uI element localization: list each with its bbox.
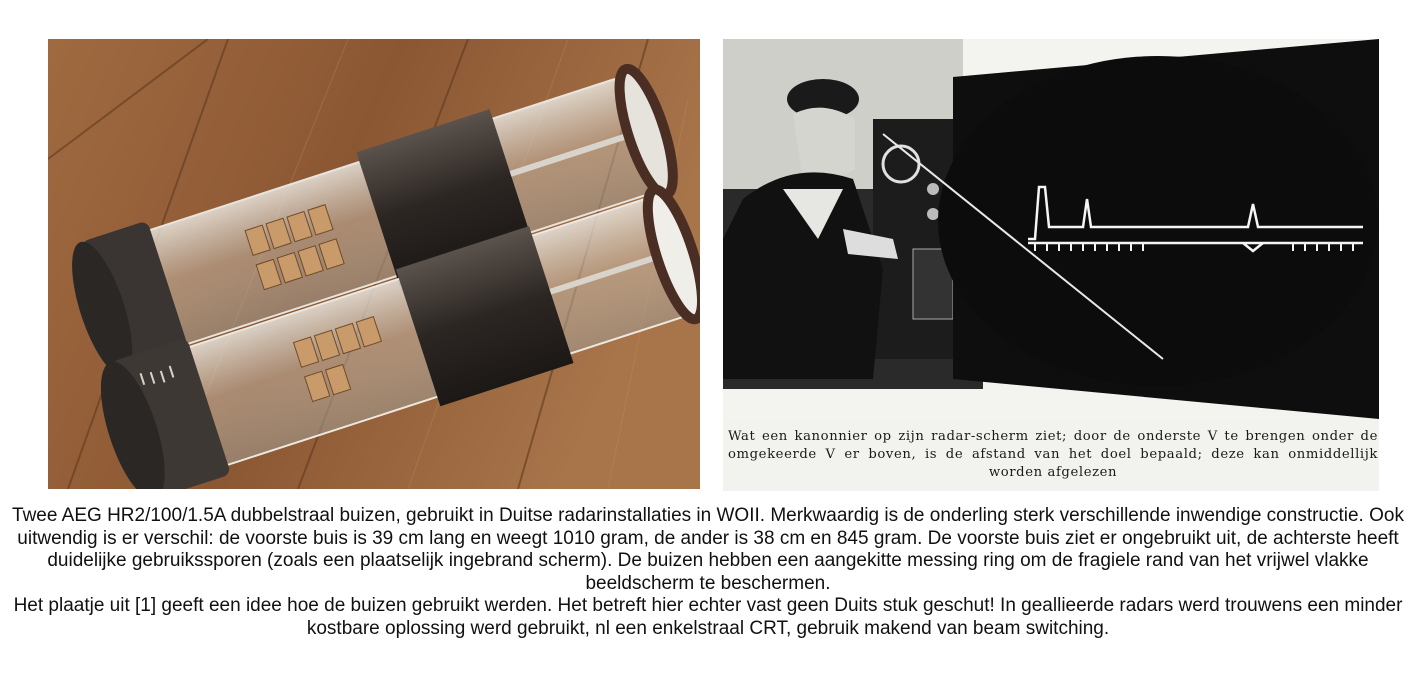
tubes-photo-icon: [48, 39, 700, 489]
scan-caption: Wat een kanonnier op zijn radar-scherm ziet; door de onderste V te brengen onder de omgekeerde V er boven, is de afstand van het doel bepaald; deze kan onmiddellijk worden afgelezen: [728, 429, 1378, 480]
radar-operator-scan: [723, 39, 1379, 491]
vacuum-tubes-photo: [48, 39, 700, 489]
radar-scene-icon: [723, 39, 1379, 419]
caption-paragraph-2: Het plaatje uit [1] geeft een idee hoe de buizen gebruikt werden. Het betreft hier echter vast geen Duits stuk geschut! In geallieerde radars werd trouwens een minder kostbare oplossing werd gebruikt, nl een enkelstraal CRT, gebruik makend van beam switching.: [13, 595, 1403, 639]
figure-caption: [10, 505, 1406, 640]
caption-paragraph-1: Twee AEG HR2/100/1.5A dubbelstraal buizen, gebruikt in Duitse radarinstallaties in WOII. Merkwaardig is de onderling sterk verschillende inwendige constructie. Ook uitwendig is er verschil: de voorste buis is 39 cm lang en weegt 1010 gram, de ander is 38 cm en 845 gram. De voorste buis ziet er ongebruikt uit, de achterste heeft duidelijke gebruikssporen (zoals een plaatselijk ingebrand scherm). De buizen hebben een aangekitte messing ring om de fragiele rand van het vrijwel vlakke beeldscherm te beschermen.: [12, 505, 1404, 594]
